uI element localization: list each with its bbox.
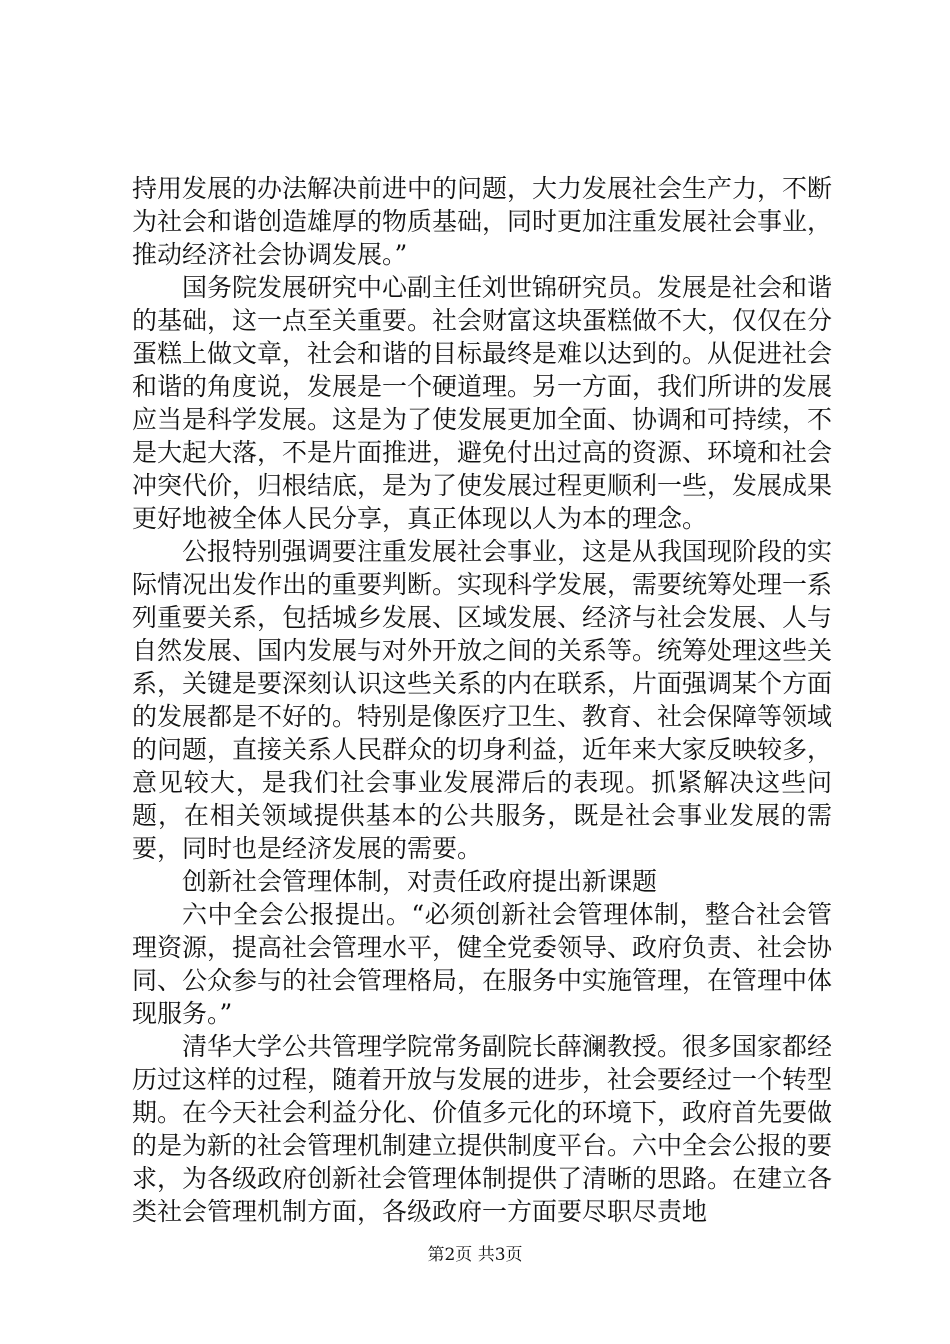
page-number: 第2页 共3页	[427, 1245, 523, 1265]
section-heading: 创新社会管理体制，对责任政府提出新课题	[182, 867, 658, 896]
page-footer	[0, 1244, 950, 1266]
paragraph-4: 六中全会公报提出。“必须创新社会管理体制，整合社会管理资源，提高社会管理水平，健全党委领导、政府负责、社会协同、公众参与的社会管理格局，在服务中实施管理，在管理中体现服务。”	[132, 900, 833, 1028]
paragraph-3: 公报特别强调要注重发展社会事业，这是从我国现阶段的实际情况出发作出的重要判断。实现科学发展，需要统筹处理一系列重要关系，包括城乡发展、区域发展、经济与社会发展、人与自然发展、国内发展与对外开放之间的关系等。统筹处理这些关系，关键是要深刻认识这些关系的内在联系，片面强调某个方面的发展都是不好的。特别是像医疗卫生、教育、社会保障等领域的问题，直接关系人民群众的切身利益，近年来大家反映较多，意见较大，是我们社会事业发展滞后的表现。抓紧解决这些问题，在相关领域提供基本的公共服务，既是社会事业发展的需要，同时也是经济发展的需要。	[132, 537, 833, 863]
paragraph-5: 清华大学公共管理学院常务副院长薛澜教授。很多国家都经历过这样的过程，随着开放与发展的进步，社会要经过一个转型期。在今天社会利益分化、价值多元化的环境下，政府首先要做的是为新的社会管理机制建立提供制度平台。六中全会公报的要求，为各级政府创新社会管理体制提供了清晰的思路。在建立各类社会管理机制方面，各级政府一方面要尽职尽责地	[132, 1032, 833, 1226]
document-body	[132, 172, 832, 1228]
paragraph-1: 持用发展的办法解决前进中的问题，大力发展社会生产力，不断为社会和谐创造雄厚的物质基础，同时更加注重发展社会事业，推动经济社会协调发展。”	[132, 174, 833, 269]
paragraph-2: 国务院发展研究中心副主任刘世锦研究员。发展是社会和谐的基础，这一点至关重要。社会财富这块蛋糕做不大，仅仅在分蛋糕上做文章，社会和谐的目标最终是难以达到的。从促进社会和谐的角度说，发展是一个硬道理。另一方面，我们所讲的发展应当是科学发展。这是为了使发展更加全面、协调和可持续，不是大起大落，不是片面推进，避免付出过高的资源、环境和社会冲突代价，归根结底，是为了使发展过程更顺利一些，发展成果更好地被全体人民分享，真正体现以人为本的理念。	[132, 273, 833, 533]
